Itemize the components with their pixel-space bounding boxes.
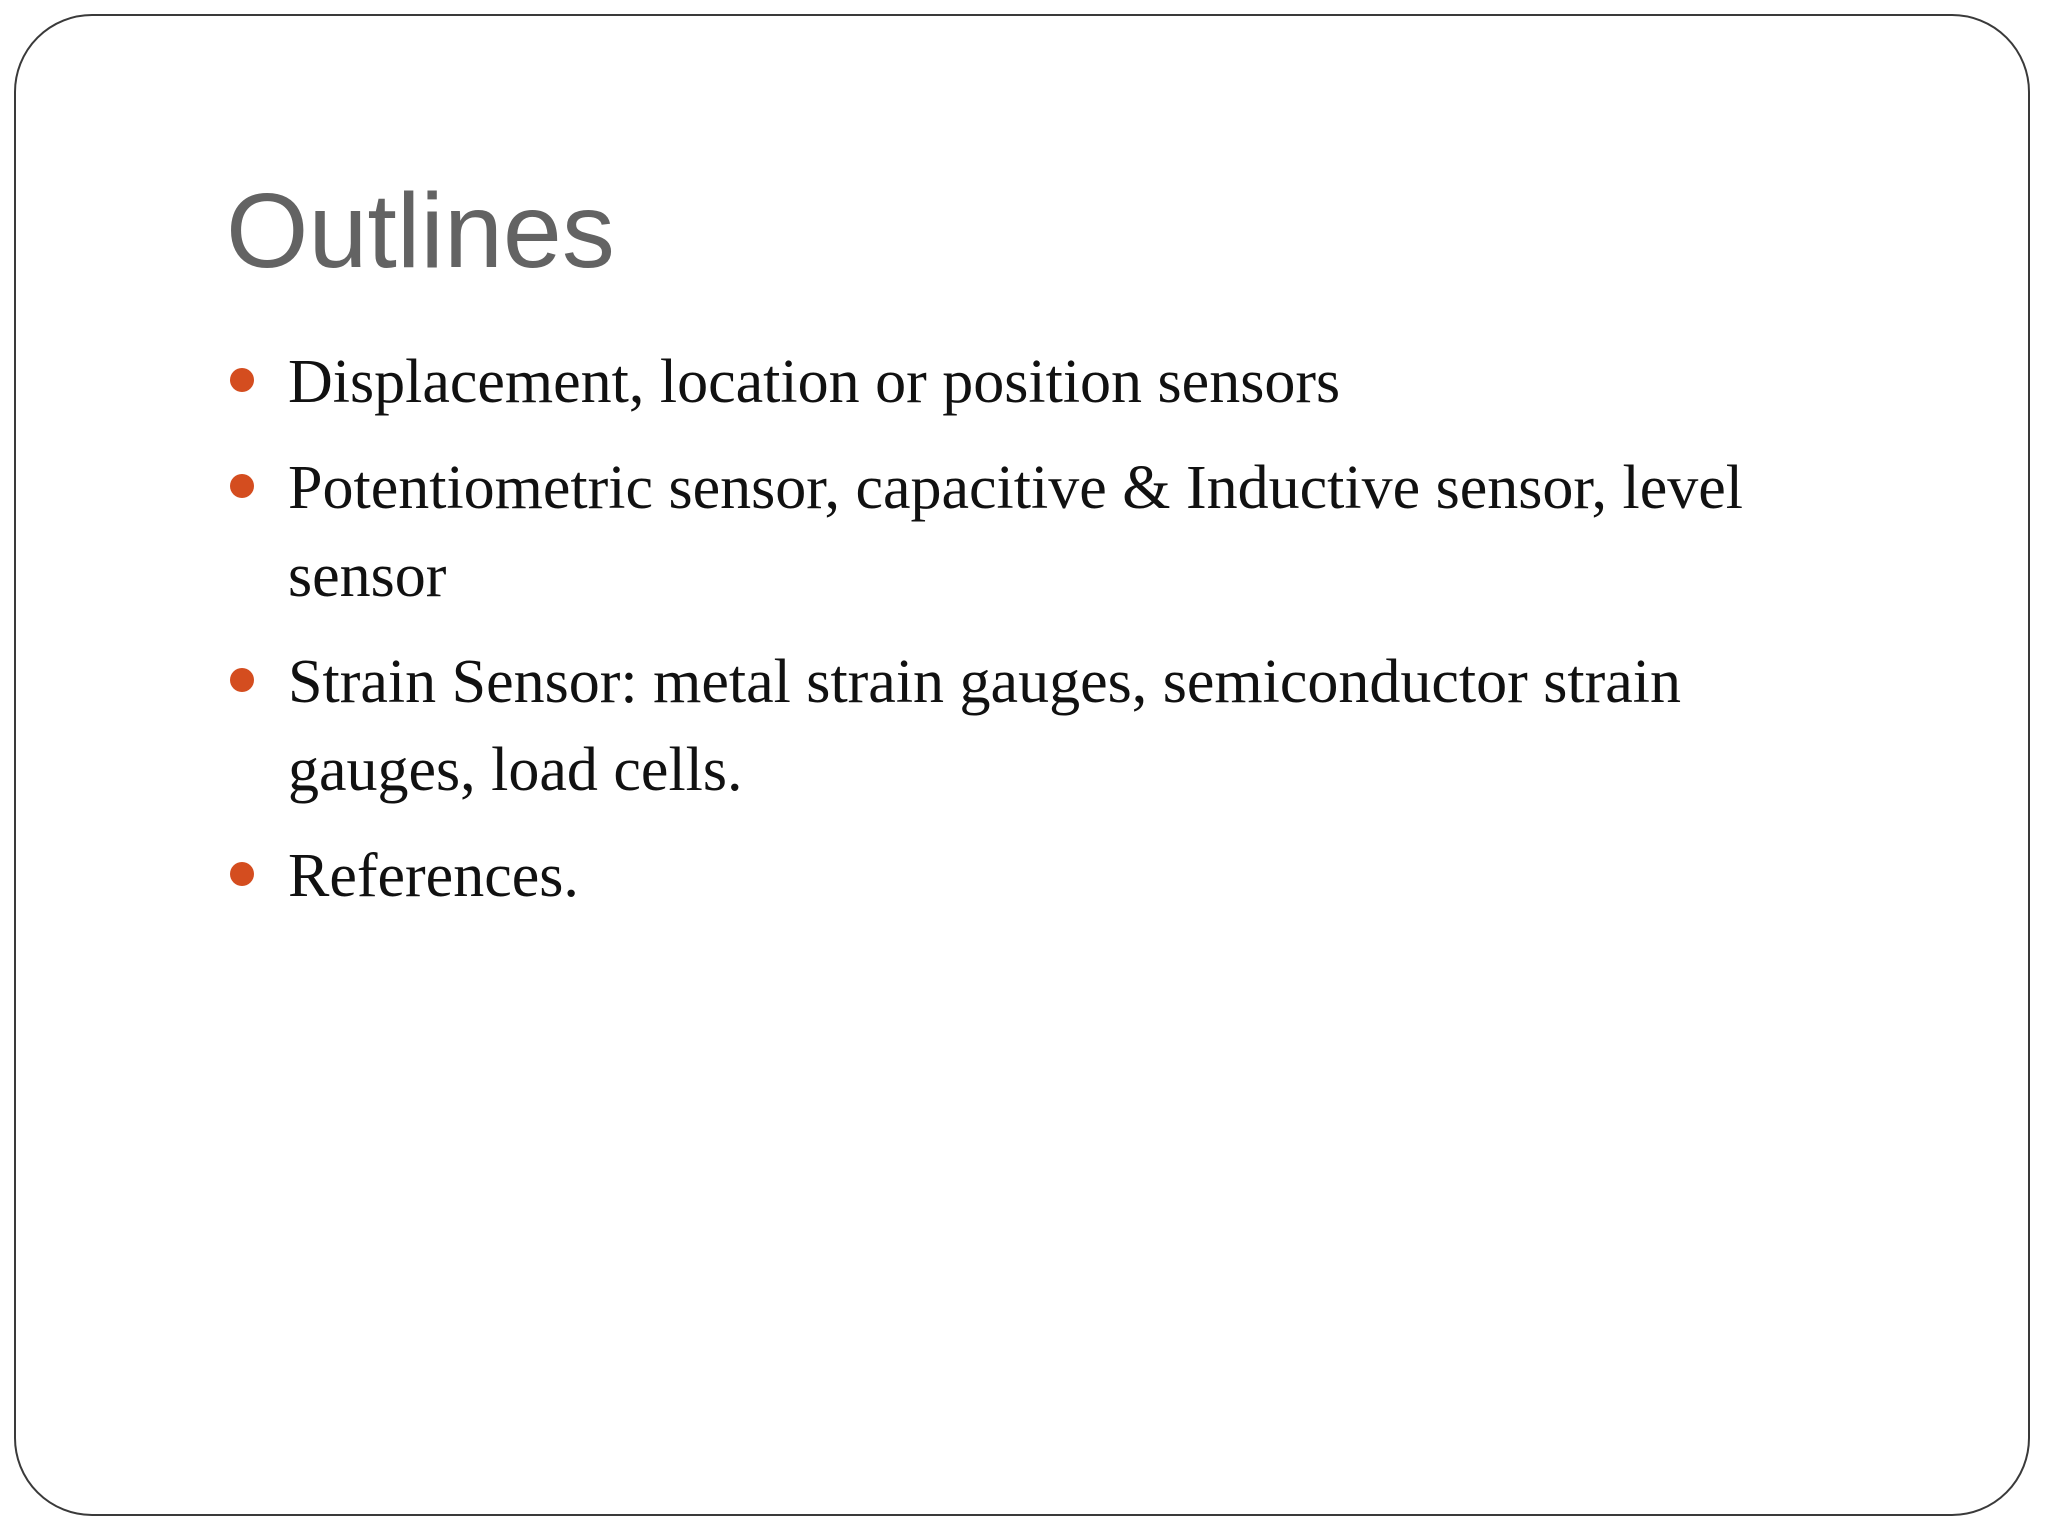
- bullet-item-strain: [226, 638, 1866, 814]
- bullet-list: [226, 338, 1866, 938]
- bullet-text: References.: [288, 842, 579, 910]
- bullet-text: Strain Sensor: metal strain gauges, semiconductor strain gauges, load cells.: [288, 648, 1681, 804]
- bullet-dot-icon: [230, 668, 254, 692]
- bullet-item-references: [226, 832, 1866, 920]
- bullet-dot-icon: [230, 474, 254, 498]
- bullet-item-displacement: [226, 338, 1866, 426]
- bullet-item-potentiometric: [226, 444, 1866, 620]
- bullet-text: Displacement, location or position sensors: [288, 348, 1341, 416]
- bullet-text: Potentiometric sensor, capacitive & Inductive sensor, level sensor: [288, 454, 1744, 610]
- bullet-dot-icon: [230, 368, 254, 392]
- slide-title: Outlines: [226, 172, 615, 290]
- bullet-dot-icon: [230, 862, 254, 886]
